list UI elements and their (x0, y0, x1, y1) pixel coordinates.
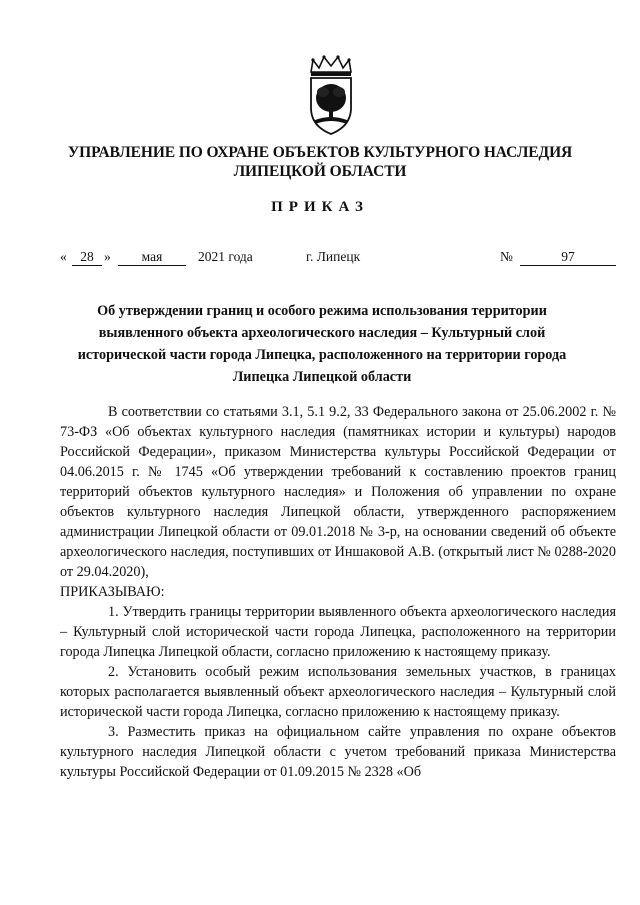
number-sign: № (500, 249, 513, 264)
org-line-1: УПРАВЛЕНИЕ ПО ОХРАНЕ ОБЪЕКТОВ КУЛЬТУРНОГО НАСЛЕДИЯ (67, 144, 573, 161)
item-3-paragraph: 3. Разместить приказ на официальном сайте управления по охране объектов культурного наследия Липецкой области с учетом требований приказа Министерства культуры Российской Федерации от 01.09.2015 № 2328 «Об (60, 724, 616, 780)
order-year: 2021 года (198, 249, 253, 264)
order-number: 97 (520, 249, 616, 266)
quote-close: » (104, 249, 111, 264)
order-title: Об утверждении границ и особого режима использования территории выявленного объекта археологического наследия – Культурный слой исторической части города Липецка, расположенного на территории города Липецка Липецкой области (77, 303, 567, 385)
item-2-paragraph: 2. Установить особый режим использования земельных участков, в границах которых располагается выявленный объект археологического наследия – Культурный слой исторической части города Липецка, согласно приложению к настоящему приказу. (60, 664, 616, 720)
organization-name (40, 143, 600, 181)
date-line (60, 249, 616, 271)
item-1-paragraph: 1. Утвердить границы территории выявленного объекта археологического наследия – Культурный слой исторической части города Липецка, расположенного на территории города Липецка Липецкой области, согласно приложению к настоящему приказу. (60, 604, 616, 660)
org-line-2: ЛИПЕЦКОЙ ОБЛАСТИ (233, 163, 407, 180)
order-month: мая (118, 249, 186, 266)
order-day: 28 (72, 249, 102, 266)
order-body (60, 402, 616, 782)
order-word: ПРИКАЗЫВАЮ: (60, 584, 165, 600)
document-type: ПРИКАЗ (271, 199, 369, 215)
coat-of-arms-emblem (303, 54, 359, 138)
quote-open: « (60, 249, 67, 264)
preamble-paragraph: В соответствии со статьями 3.1, 5.1 9.2, 33 Федерального закона от 25.06.2002 г. № 73-ФЗ «Об объектах культурного наследия (памятниках истории и культуры) народов Российской Федерации», приказом Министерства культуры Российской Федерации от 04.06.2015 г. № 1745 «Об утверждении требований к составлению проектов границ территорий объектов культурного наследия» и Положения об управлении по охране объектов культурного наследия Липецкой области, утвержденного распоряжением администрации Липецкой области от 09.01.2018 № 3-р, на основании сведений об объекте археологического наследия, поступивших от Иншаковой А.В. (открытый лист № 0288-2020 от 29.04.2020), (60, 404, 616, 580)
order-city: г. Липецк (306, 249, 361, 264)
